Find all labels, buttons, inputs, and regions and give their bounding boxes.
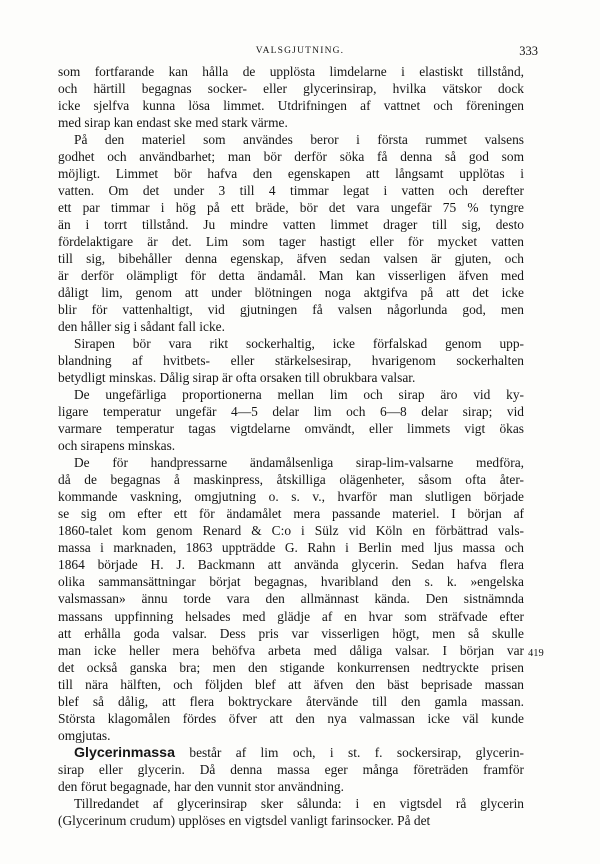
- text-line: med sirap kan endast ske med stark värme.: [58, 115, 288, 131]
- text-line: som fortfarande kan hålla de upplösta limdelarne i elastiskt tillstånd,: [58, 64, 524, 79]
- text-line: ligare temperatur ungefär 4—5 delar lim och 6—8 delar sirap; vid: [58, 404, 524, 420]
- text-line: då de begagnas å maskinpress, åtskilliga olägenheter, såsom ofta åter-: [58, 472, 524, 488]
- text-line: 1864 började H. J. Backmann att använda glycerin. Sedan hafva flera: [58, 557, 524, 573]
- text-line: se sig om efter ett för ändamålet mera passande materiel. I början af: [58, 506, 524, 522]
- text-line: Tillredandet af glycerinsirap sker sålunda: i en vigtsdel rå glycerin: [74, 795, 524, 811]
- text-line: De ungefärliga proportionerna mellan lim och sirap äro vid ky-: [74, 387, 524, 403]
- text-line: På den materiel som användes beror i första rummet valsens: [74, 132, 524, 148]
- page-number: 333: [519, 44, 538, 58]
- text-line: icke sjelfva kunna lösa limmet. Utdrifningen af vattnet och föreningen: [58, 98, 524, 114]
- text-line-content: består af lim och, i st. f. sockersirap, glycerin-: [174, 744, 524, 760]
- text-line: vatten. Om det under 3 till 4 timmar legat i vatten och derefter: [58, 183, 524, 199]
- text-line: [58, 744, 524, 761]
- text-line: De för handpressarne ändamålsenliga sirap-lim-valsarne medföra,: [74, 455, 524, 471]
- text-line: dåligt lim, genom att under blötningen noga aktgifva på att det icke: [58, 285, 524, 301]
- text-line: till nära hälften, och följden blef att äfven den bäst beprisade massan: [58, 676, 524, 692]
- text-line: att erhålla goda valsar. Dess pris var visserligen högt, men så skulle: [58, 625, 524, 641]
- running-header: [0, 44, 600, 60]
- text-line: och härtill begagnas socker- eller glycerinsirap, hvilka vätskor dock: [58, 81, 524, 97]
- text-line: blef så dålig, att flera boktryckare återvände till den gamla massan.: [58, 693, 524, 709]
- text-line: massans uppfinning helsades med glädje af en hvar som sträfvade efter: [58, 608, 524, 624]
- text-line: blir för vattenhaltigt, vid gjutningen få valsen någorlunda god, men: [58, 302, 524, 318]
- term-glycerinmassa: Glycerinmassa: [74, 744, 175, 761]
- text-line: det också ganska bra; men den stigande konkurrensen nedtryckte prisen: [58, 659, 524, 675]
- text-line: massa i marknaden, 1863 uppträdde G. Rahn i Berlin med ljus massa och: [58, 540, 524, 556]
- text-line: varmare temperatur tagas vigtdelarne omvändt, eller limmets vigt ökas: [58, 421, 524, 437]
- text-line: fördelaktigare är det. Lim som tager hastigt eller för mycket vatten: [58, 234, 524, 250]
- text-line: till sig, bibehåller denna egenskap, äfven sedan valsen är gjuten, och: [58, 251, 524, 267]
- running-title: VALSGJUTNING.: [255, 46, 345, 56]
- text-line: Sirapen bör vara rikt sockerhaltig, icke förfalskad genom upp-: [74, 336, 524, 352]
- text-line: blandning af hvitbets- eller stärkelsesirap, hvarigenom sockerhalten: [58, 353, 524, 369]
- text-line: sirap eller glycerin. Då denna massa eger många företräden framför: [58, 761, 524, 777]
- text-line: betydligt minskas. Dålig sirap är ofta orsaken till obrukbara valsar.: [58, 370, 416, 386]
- text-line: valsmassan» ännu torde vara den allmännast kända. Den sistnämnda: [58, 591, 524, 607]
- body-text: [58, 63, 524, 829]
- text-line: Största klagomålen fördes öfver att den nya valmassan icke väl kunde: [58, 710, 524, 726]
- text-line: omgjutas.: [58, 727, 111, 743]
- text-line: möjligt. Limmet bör hafva den egenskapen att långsamt upplötas i: [58, 166, 524, 182]
- margin-note: 419: [528, 648, 544, 659]
- text-line: ett par timmar i hög på ett bräde, bör det vara ungefär 75 % tyngre: [58, 200, 524, 216]
- text-line: 1860-talet kom genom Renard & C:o i Sülz vid Köln en förbättrad vals-: [58, 523, 524, 539]
- text-line: godhet och användbarhet; man bör derför söka få denna så god som: [58, 149, 524, 165]
- text-line: (Glycerinum crudum) upplöses en vigtsdel vanligt farinsocker. På det: [58, 812, 431, 828]
- text-line: är derför olämpligt för detta ändamål. Man kan visserligen äfven med: [58, 268, 524, 284]
- text-line: man icke heller mera behöfva arbeta med dåliga valsar. I början var: [58, 642, 524, 658]
- text-line: kommande vaskning, omgjutning o. s. v., hvarför man slutligen började: [58, 489, 524, 505]
- text-line: och sirapens minskas.: [58, 438, 176, 454]
- text-line: den förut begagnade, har den vunnit stor användning.: [58, 778, 344, 794]
- text-line: den håller sig i sådant fall icke.: [58, 319, 225, 335]
- text-line: än i torrt tillstånd. Ju mindre vatten limmet drager till sig, desto: [58, 217, 524, 233]
- text-line: olika sammansättningar börjat begagnas, hvaribland den s. k. »engelska: [58, 574, 524, 590]
